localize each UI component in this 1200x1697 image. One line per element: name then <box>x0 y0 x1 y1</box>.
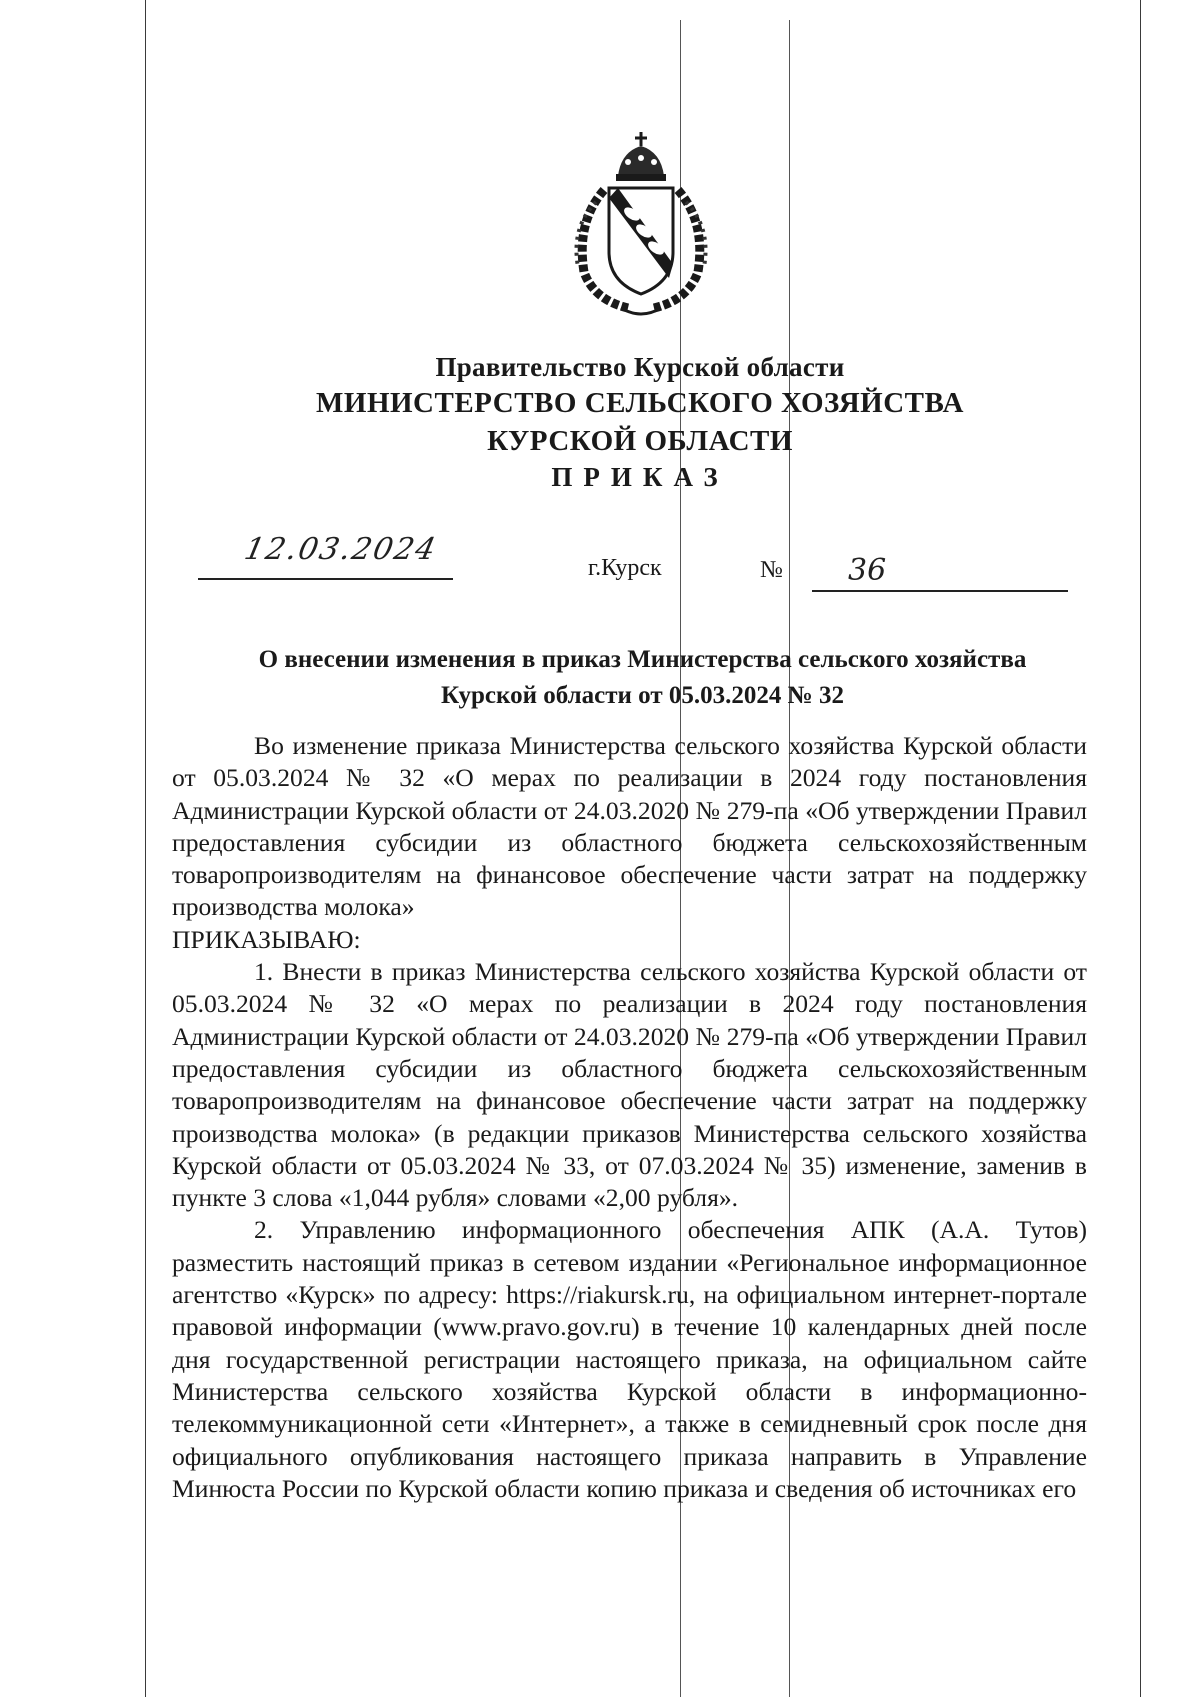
order-date: 12.03.2024 <box>241 532 441 567</box>
document-type: ПРИКАЗ <box>551 462 729 492</box>
kursk-coat-of-arms-icon <box>566 132 716 320</box>
region-title: КУРСКОЙ ОБЛАСТИ <box>487 425 793 457</box>
scan-margin-line <box>1140 0 1141 1697</box>
order-word: ПРИКАЗЫВАЮ: <box>172 924 361 954</box>
number-sign: № <box>760 557 783 583</box>
subject-line: О внесении изменения в приказ Министерства сельского хозяйства <box>258 646 1027 673</box>
number-underline <box>812 590 1068 592</box>
date-underline <box>198 578 453 580</box>
city: г.Курск <box>588 555 662 581</box>
order-number: 36 <box>848 553 887 588</box>
intro-paragraph: Во изменение приказа Министерства сельского хозяйства Курской области от 05.03.2024 № 32 «О мерах по реализации в 2024 году постановления Администрации Курской области от 24.03.2020 № 279-па «Об утверждении Правил предоставления субсидии из областного бюджета сельскохозяйственным товаропроизводителям на финансовое обеспечение части затрат на поддержку производства молока» <box>172 731 1087 922</box>
government-title: Правительство Курской области <box>435 352 845 382</box>
order-body <box>172 730 1087 1505</box>
order-subject <box>205 642 1080 714</box>
order-item-2: 2. Управлению информационного обеспечения АПК (А.А. Тутов) разместить настоящий приказ в сетевом издании «Региональное информационное агентство «Курск» по адресу: https://riakursk.ru, на официальном интернет-портале правовой информации (www.pravo.gov.ru) в течение 10 календарных дней после дня государственной регистрации настоящего приказа, на официальном сайте Министерства сельского хозяйства Курской области в информационно-телекоммуникационной сети «Интернет», а также в семидневный срок после дня официального опубликования настоящего приказа направить в Управление Минюста России по Курской области копию приказа и сведения об источниках его <box>172 1215 1087 1503</box>
subject-line: Курской области от 05.03.2024 № 32 <box>441 682 844 709</box>
ministry-title: МИНИСТЕРСТВО СЕЛЬСКОГО ХОЗЯЙСТВА <box>316 387 964 419</box>
scan-margin-line <box>145 0 146 1697</box>
order-item-1: 1. Внести в приказ Министерства сельского хозяйства Курской области от 05.03.2024 № 32 «О мерах по реализации в 2024 году постановления Администрации Курской области от 24.03.2020 № 279-па «Об утверждении Правил предоставления субсидии из областного бюджета сельскохозяйственным товаропроизводителям на финансовое обеспечение части затрат на поддержку производства молока» (в редакции приказов Министерства сельского хозяйства Курской области от 05.03.2024 № 33, от 07.03.2024 № 35) изменение, заменив в пункте 3 слова «1,044 рубля» словами «2,00 рубля». <box>172 957 1087 1213</box>
